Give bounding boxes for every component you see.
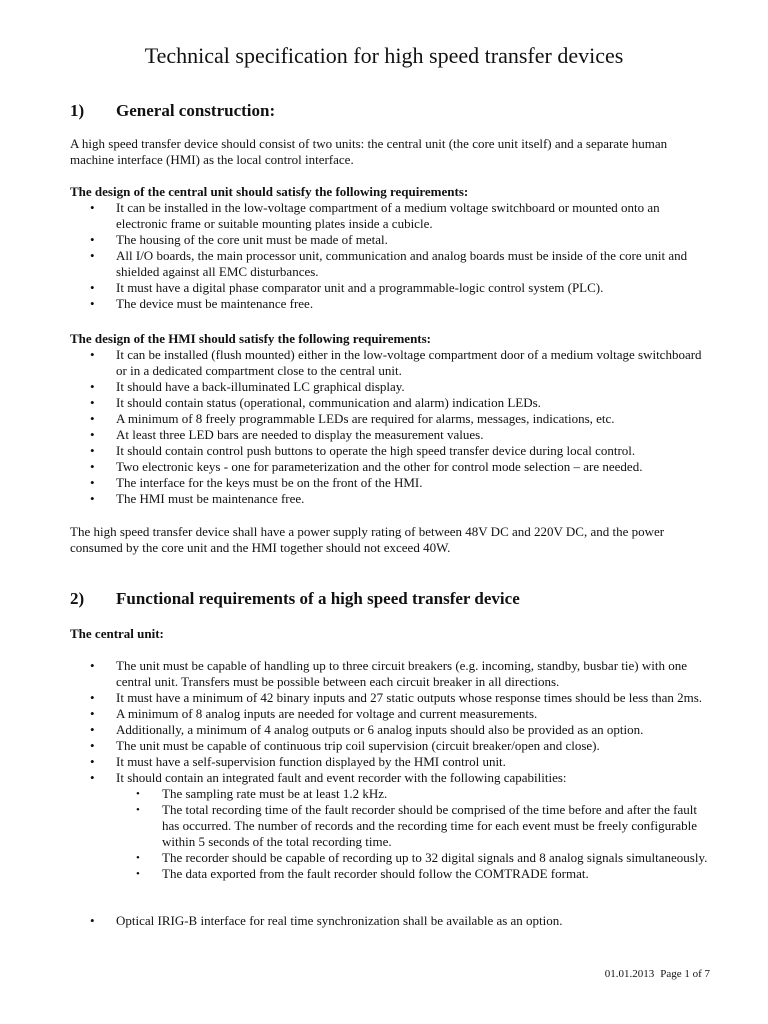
central-unit-design-heading: The design of the central unit should satisfy the following requirements: xyxy=(70,184,469,199)
power-supply-paragraph: The high speed transfer device shall have a power supply rating of between 48V DC and 220V DC, and the power consumed by the core unit and the HMI together should not exceed 40W. xyxy=(70,524,665,555)
section-1-intro: A high speed transfer device should consist of two units: the central unit (the core unit itself) and a separate human machine interface (HMI) as the local control interface. xyxy=(70,136,668,167)
list-item: • The interface for the keys must be on the front of the HMI. xyxy=(70,475,710,491)
list-item: • The unit must be capable of continuous trip coil supervision (circuit breaker/open and close). xyxy=(70,738,710,754)
list-item: • The total recording time of the fault recorder should be comprised of the time before and after the fault has occurred. The number of records and the recording time for each event must be freely configurable within 5 seconds of the total recording time. xyxy=(116,802,710,850)
section-2-number: 2) xyxy=(70,589,85,608)
list-item: • Optical IRIG-B interface for real time synchronization shall be available as an option. xyxy=(70,913,710,929)
section-2-title: Functional requirements of a high speed transfer device xyxy=(116,589,520,608)
list-item: • It can be installed (flush mounted) either in the low-voltage compartment door of a medium voltage switchboard or in a dedicated compartment close to the central unit. xyxy=(70,347,710,379)
list-item: • All I/O boards, the main processor unit, communication and analog boards must be inside of the core unit and shielded against all EMC disturbances. xyxy=(70,248,710,280)
list-item: • The data exported from the fault recorder should follow the COMTRADE format. xyxy=(116,866,710,882)
list-item: • Additionally, a minimum of 4 analog outputs or 6 analog inputs should also be provided as an option. xyxy=(70,722,710,738)
footer-date: 01.01.2013 xyxy=(604,968,655,980)
list-item: • It should contain control push buttons to operate the high speed transfer device during local control. xyxy=(70,443,710,459)
hmi-requirements-list xyxy=(70,347,710,507)
list-item: • It should contain status (operational, communication and alarm) indication LEDs. xyxy=(70,395,710,411)
list-item: • A minimum of 8 freely programmable LEDs are required for alarms, messages, indications, etc. xyxy=(70,411,710,427)
list-item xyxy=(70,770,710,882)
list-item: • It can be installed in the low-voltage compartment of a medium voltage switchboard or mounted onto an electronic frame or suitable mounting plates inside a cubicle. xyxy=(70,200,710,232)
list-item: • The device must be maintenance free. xyxy=(70,296,710,312)
section-1-title: General construction: xyxy=(116,101,276,120)
list-item: • The housing of the core unit must be made of metal. xyxy=(70,232,710,248)
hmi-design-heading: The design of the HMI should satisfy the following requirements: xyxy=(70,331,432,346)
section-2-heading xyxy=(70,588,520,610)
central-unit-requirements-list xyxy=(70,200,710,312)
recorder-item-text: It should contain an integrated fault and event recorder with the following capabilities: xyxy=(116,770,567,785)
footer-page-number: Page 1 of 7 xyxy=(660,968,710,980)
page-footer xyxy=(605,967,710,981)
list-item: • The recorder should be capable of recording up to 32 digital signals and 8 analog signals simultaneously. xyxy=(116,850,710,866)
list-item: • A minimum of 8 analog inputs are needed for voltage and current measurements. xyxy=(70,706,710,722)
recorder-capabilities-list xyxy=(116,786,710,882)
list-item: • It should have a back-illuminated LC graphical display. xyxy=(70,379,710,395)
list-item: • It must have a minimum of 42 binary inputs and 27 static outputs whose response times should be less than 2ms. xyxy=(70,690,710,706)
section-1-heading xyxy=(70,100,275,122)
list-item: • At least three LED bars are needed to display the measurement values. xyxy=(70,427,710,443)
list-item: • The unit must be capable of handling up to three circuit breakers (e.g. incoming, standby, busbar tie) with one central unit. Transfers must be possible between each circuit breaker in all directions. xyxy=(70,658,710,690)
central-unit-function-heading: The central unit: xyxy=(70,626,164,641)
document-title: Technical specification for high speed transfer devices xyxy=(144,43,624,68)
list-item: • The sampling rate must be at least 1.2 kHz. xyxy=(116,786,710,802)
section-1-number: 1) xyxy=(70,101,85,120)
list-item: • It must have a self-supervision function displayed by the HMI control unit. xyxy=(70,754,710,770)
functional-requirements-list xyxy=(70,658,710,882)
list-item: • Two electronic keys - one for parameterization and the other for control mode selection – are needed. xyxy=(70,459,710,475)
optional-features-list xyxy=(70,913,710,929)
list-item: • The HMI must be maintenance free. xyxy=(70,491,710,507)
list-item: • It must have a digital phase comparator unit and a programmable-logic control system (PLC). xyxy=(70,280,710,296)
